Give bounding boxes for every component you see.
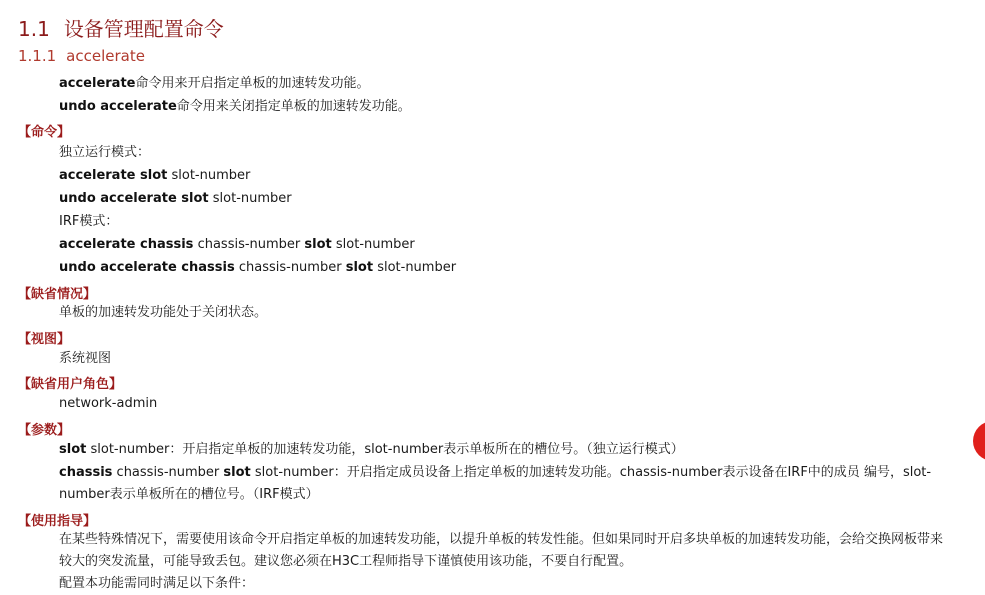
cmd4-keyword-1: undo accelerate chassis [59,260,235,275]
command-line-4 [59,257,456,279]
subsection-heading [18,47,145,65]
cmd4-arg-1: chassis-number [238,260,342,275]
section-label-guide: 【使用指导】 [18,514,97,529]
section-heading [18,13,224,42]
role-text: network-admin [59,396,158,411]
intro-cmd-1: accelerate [59,76,136,91]
section-label-default: 【缺省情况】 [18,287,97,302]
intro-text-1: 命令用来开启指定单板的加速转发功能。 [135,76,370,91]
param2-arg-1: chassis-number [116,465,220,480]
param2-text: slot-number：开启指定成员设备上指定单板的加速转发功能。chassis-number表示设备在IRF中的成员 编号，slot-number表示单板所在的槽位号。（IRF模式） [59,465,932,502]
intro-cmd-2: undo accelerate [59,99,177,114]
intro-line-2 [59,96,411,118]
floating-action-button[interactable] [973,421,985,461]
command-line-1 [59,165,250,187]
param1-keyword: slot [59,442,87,457]
intro-text-2: 命令用来关闭指定单板的加速转发功能。 [176,99,411,114]
subsection-number: 1.1.1 [18,47,57,65]
cmd3-keyword-1: accelerate chassis [59,237,194,252]
irf-mode-label: IRF模式： [59,214,119,229]
param1-text: slot-number：开启指定单板的加速转发功能，slot-number表示单板所在的槽位号。（独立运行模式） [90,442,684,457]
subsection-title: accelerate [66,47,145,65]
param2-keyword-1: chassis [59,465,113,480]
param2-keyword-2: slot [223,465,251,480]
cmd3-keyword-2: slot [304,237,332,252]
section-label-view: 【视图】 [18,332,71,347]
default-text: 单板的加速转发功能处于关闭状态。 [59,305,268,320]
section-label-params: 【参数】 [18,423,71,438]
cmd4-arg-2: slot-number [377,260,457,275]
intro-line-1 [59,73,370,95]
section-number: 1.1 [18,17,50,41]
cmd4-keyword-2: slot [345,260,374,275]
command-line-3 [59,234,415,256]
guide-paragraph-2: 配置本功能需同时满足以下条件： [59,576,255,591]
cmd3-arg-1: chassis-number [197,237,301,252]
cmd1-arg: slot-number [171,168,251,183]
view-text: 系统视图 [59,351,112,366]
section-label-role: 【缺省用户角色】 [18,377,123,392]
section-title: 设备管理配置命令 [63,17,224,41]
cmd2-arg: slot-number [212,191,292,206]
cmd3-arg-2: slot-number [335,237,415,252]
guide-paragraph-1: 在某些特殊情况下，需要使用该命令开启指定单板的加速转发功能，以提升单板的转发性能。但如果同时开启多块单板的加速转发功能，会给交换网板带来较大的突发流量，可能导致丢包。建议您必须在H3C工程师指导下谨慎使用该功能，不要自行配置。 [59,532,944,569]
cmd1-keyword: accelerate slot [59,168,168,183]
cmd2-keyword: undo accelerate slot [59,191,209,206]
command-line-2 [59,188,292,210]
param-2 [59,462,954,506]
standalone-mode-label: 独立运行模式： [59,145,151,160]
section-label-command: 【命令】 [18,125,71,140]
param-1 [59,439,684,461]
